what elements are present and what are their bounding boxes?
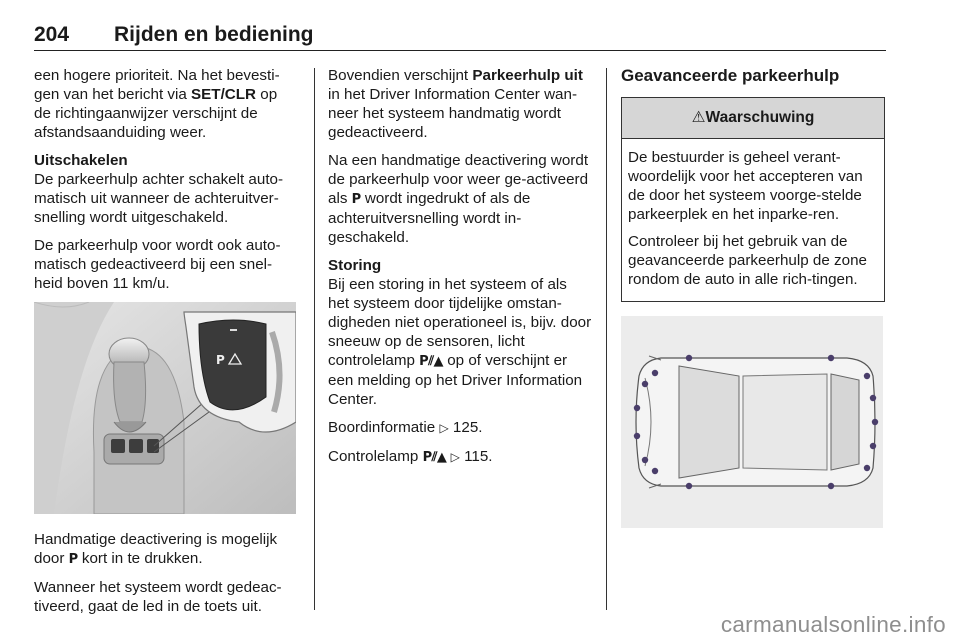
warning-header	[622, 98, 884, 139]
column-divider	[606, 68, 607, 610]
warning-label: Waarschuwing	[705, 109, 815, 126]
column-left	[34, 66, 298, 625]
message-paragraph: Bovendien verschijnt Parkeerhulp uit in het Driver Information Center wan-neer het systeem handmatig wordt gedeactiveerd.	[328, 67, 583, 141]
warning-paragraph: Controleer bij het gebruik van de geavanceerde parkeerhulp de zone rondom de auto in alle rich-tingen.	[628, 233, 867, 288]
front-deactivation-paragraph: De parkeerhulp voor wordt ook auto-matisch gedeactiveerd bij een snel-heid boven 11 km/u.	[34, 237, 281, 292]
fault-heading: Storing	[328, 257, 382, 274]
parking-assist-icon: P	[216, 353, 225, 367]
manual-deactivation-paragraph: Handmatige deactivering is mogelijk door P kort in te drukken.	[34, 531, 278, 567]
warning-body	[622, 139, 884, 301]
parkeerhulp-uit-label: Parkeerhulp uit	[472, 67, 583, 84]
control-lamp-icon: P⫽▲	[419, 354, 443, 369]
section-title: Geavanceerde parkeerhulp	[621, 66, 840, 85]
reactivation-paragraph: Na een handmatige deactivering wordt de parkeerhulp voor weer ge-activeerd als P wordt ingedrukt of als de achteruitversnelling wordt in-geschakeld.	[328, 152, 589, 246]
intro-paragraph: een hogere prioriteit. Na het bevesti-gen van het bericht via SET/CLR op de richtingaanwijzer verschijnt de afstandsaanduiding weer.	[34, 67, 280, 141]
page-header	[34, 22, 886, 51]
reference-arrow-icon: ▷	[439, 421, 449, 435]
column-divider	[314, 68, 315, 610]
page-number: 204	[34, 23, 70, 46]
warning-paragraph: De bestuurder is geheel verant-woordelijk voor het accepteren van de door het systeem voorge-stelde parkeerplek en het inparke-ren.	[628, 149, 863, 223]
watermark: carmanualsonline.info	[720, 612, 946, 637]
reference-boordinformatie[interactable]: Boordinformatie ▷ 125.	[328, 419, 483, 436]
control-lamp-icon: P⫽▲	[422, 450, 447, 465]
reference-arrow-icon: ▷	[450, 450, 460, 464]
car-top-view-illustration	[621, 316, 883, 528]
led-paragraph: Wanneer het systeem wordt gedeac-tiveerd, gaat de led in de toets uit.	[34, 579, 282, 615]
chapter-title: Rijden en bediening	[114, 23, 314, 46]
console-illustration	[34, 302, 296, 514]
parking-button-photo	[34, 302, 296, 514]
switch-off-heading: Uitschakelen	[34, 152, 128, 169]
column-middle	[328, 66, 592, 476]
warning-box	[621, 97, 885, 302]
fault-paragraph: Storing Bij een storing in het systeem of als het systeem door tijdelijke omstan-digheden niet operationeel is, bijv. door sneeuw op de sensoren, licht controlelamp P⫽▲ op of verschijnt er een melding op het Driver Information Center.	[328, 257, 592, 408]
parking-assist-icon: P	[68, 552, 78, 567]
car-sensor-diagram	[621, 316, 883, 528]
warning-triangle-icon: ⚠	[691, 109, 706, 126]
parking-assist-icon: P	[351, 192, 361, 207]
switch-off-paragraph: Uitschakelen De parkeerhulp achter schakelt auto-matisch uit wanneer de achteruitver-snelling wordt uitgeschakeld.	[34, 151, 298, 227]
reference-controlelamp[interactable]: Controlelamp P⫽▲ ▷ 115.	[328, 448, 493, 465]
set-clr-label: SET/CLR	[191, 86, 257, 103]
column-right	[621, 66, 887, 528]
